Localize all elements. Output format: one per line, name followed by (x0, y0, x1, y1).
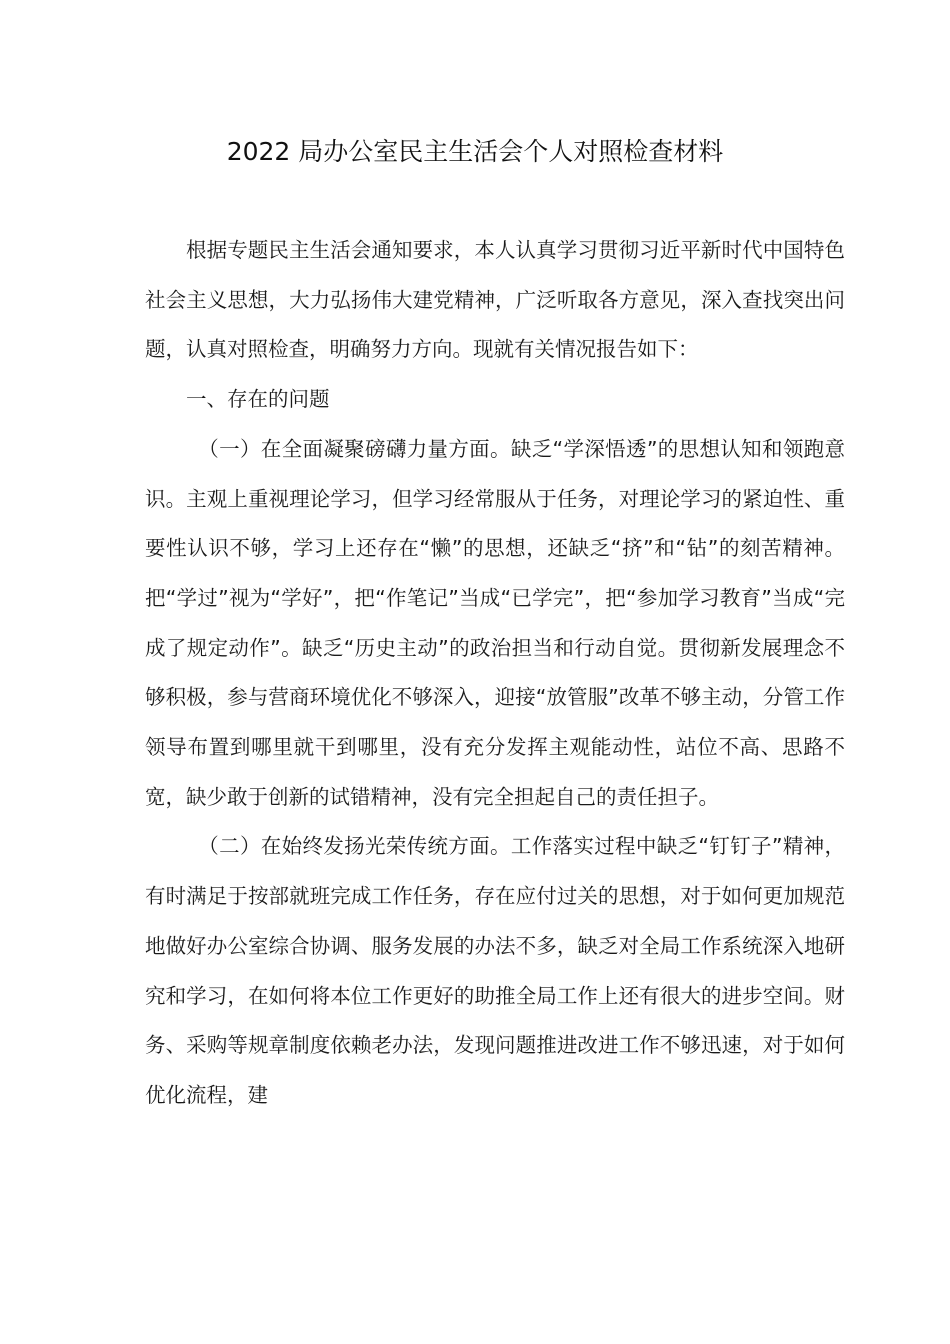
section-heading-problems: 一、存在的问题 (186, 387, 330, 412)
document-title: 2022 局办公室民主生活会个人对照检查材料 (226, 137, 724, 166)
problem-paragraph-1: （一）在全面凝聚磅礴力量方面。缺乏“学深悟透”的思想认知和领跑意识。主观上重视理论学习，但学习经常服从于任务，对理论学习的紧迫性、重要性认识不够，学习上还存在“懒”的思想，还缺乏“挤”和“钻”的刻苦精神。把“学过”视为“学好”，把“作笔记”当成“已学完”，把“参加学习教育”当成“完成了规定动作”。缺乏“历史主动”的政治担当和行动自觉。贯彻新发展理念不够积极，参与营商环境优化不够深入，迎接“放管服”改革不够主动，分管工作领导布置到哪里就干到哪里，没有充分发挥主观能动性，站位不高、思路不宽，缺少敢于创新的试错精神，没有完全担起自己的责任担子。 (145, 436, 845, 809)
intro-paragraph: 根据专题民主生活会通知要求，本人认真学习贯彻习近平新时代中国特色社会主义思想，大力弘扬伟大建党精神，广泛听取各方意见，深入查找突出问题，认真对照检查，明确努力方向。现就有关情况报告如下： (145, 238, 845, 362)
document-body (145, 226, 845, 1121)
problem-paragraph-2: （二）在始终发扬光荣传统方面。工作落实过程中缺乏“钉钉子”精神，有时满足于按部就班完成工作任务，存在应付过关的思想，对于如何更加规范地做好办公室综合协调、服务发展的办法不多，缺乏对全局工作系统深入地研究和学习，在如何将本位工作更好的助推全局工作上还有很大的进步空间。财务、采购等规章制度依赖老办法，发现问题推进改进工作不够迅速，对于如何优化流程，建 (145, 834, 845, 1107)
